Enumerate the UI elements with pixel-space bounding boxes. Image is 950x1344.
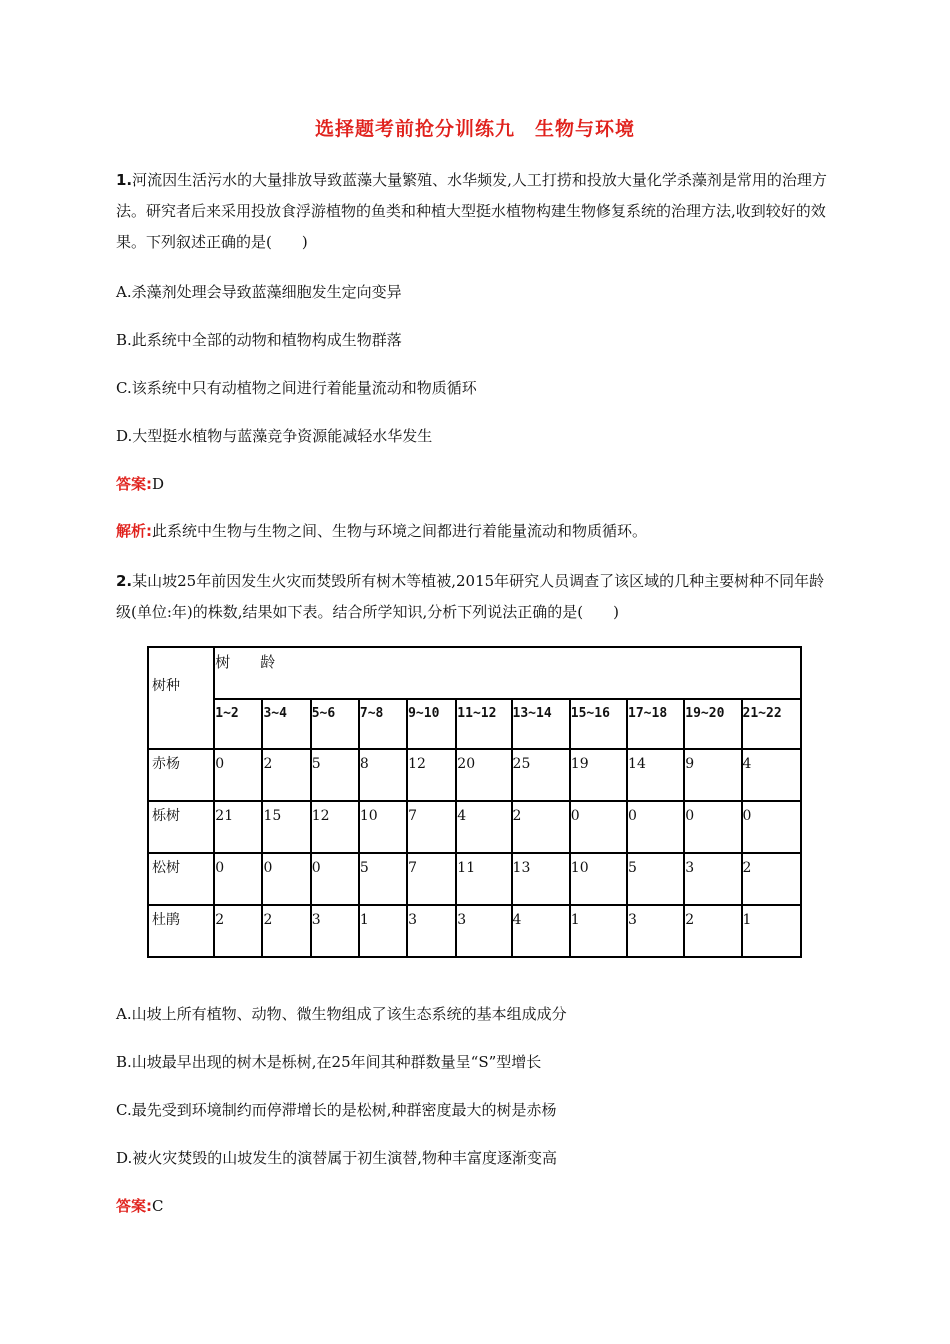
count-cell: 2: [512, 801, 570, 853]
count-cell: 5: [627, 853, 684, 905]
count-cell: 0: [214, 853, 262, 905]
age-group-cell: 7~8: [359, 699, 407, 749]
analysis-label: 解析:: [116, 522, 152, 540]
tree-age-table: [147, 646, 802, 958]
count-cell: 0: [214, 749, 262, 801]
question-2-stem: [116, 566, 836, 628]
count-cell: 0: [627, 801, 684, 853]
q2-option-b: B.山坡最早出现的树木是栎树,在25年间其种群数量呈“S”型增长: [116, 1053, 542, 1071]
age-group-cell: 1~2: [214, 699, 262, 749]
question-1-number: 1.: [116, 171, 133, 189]
count-cell: 7: [407, 853, 456, 905]
count-cell: 4: [456, 801, 511, 853]
q2-option-a: A.山坡上所有植物、动物、微生物组成了该生态系统的基本组成成分: [116, 1005, 567, 1023]
answer-value: C: [152, 1197, 164, 1215]
q1-analysis: [116, 520, 647, 541]
age-group-cell: 9~10: [407, 699, 456, 749]
count-cell: 9: [684, 749, 741, 801]
table-row: [148, 853, 801, 905]
count-cell: 7: [407, 801, 456, 853]
age-group-cell: 19~20: [684, 699, 741, 749]
question-2-number: 2.: [116, 572, 133, 590]
answer-label: 答案:: [116, 1197, 152, 1215]
count-cell: 1: [359, 905, 407, 957]
count-cell: 19: [570, 749, 627, 801]
count-cell: 11: [456, 853, 511, 905]
count-cell: 5: [311, 749, 359, 801]
count-cell: 3: [627, 905, 684, 957]
count-cell: 2: [214, 905, 262, 957]
count-cell: 2: [684, 905, 741, 957]
table-row: [148, 905, 801, 957]
count-cell: 3: [456, 905, 511, 957]
count-cell: 1: [742, 905, 801, 957]
count-cell: 3: [311, 905, 359, 957]
count-cell: 4: [742, 749, 801, 801]
question-2-text: 某山坡25年前因发生火灾而焚毁所有树木等植被,2015年研究人员调查了该区域的几种主要树种不同年龄级(单位:年)的株数,结果如下表。结合所学知识,分析下列说法正确的是( ): [116, 572, 825, 621]
count-cell: 2: [742, 853, 801, 905]
age-group-cell: 17~18: [627, 699, 684, 749]
count-cell: 0: [262, 853, 310, 905]
q2-option-d: D.被火灾焚毁的山坡发生的演替属于初生演替,物种丰富度逐渐变高: [116, 1149, 558, 1167]
age-group-cell: 11~12: [456, 699, 511, 749]
species-header: 树种: [148, 647, 214, 749]
species-name: 赤杨: [148, 749, 214, 801]
species-name: 杜鹃: [148, 905, 214, 957]
page-title: 选择题考前抢分训练九 生物与环境: [314, 118, 635, 140]
count-cell: 20: [456, 749, 511, 801]
species-name: 栎树: [148, 801, 214, 853]
count-cell: 3: [684, 853, 741, 905]
count-cell: 3: [407, 905, 456, 957]
count-cell: 8: [359, 749, 407, 801]
age-group-cell: 13~14: [512, 699, 570, 749]
count-cell: 12: [407, 749, 456, 801]
count-cell: 15: [262, 801, 310, 853]
q1-answer: [116, 473, 164, 494]
count-cell: 0: [311, 853, 359, 905]
q1-option-d: D.大型挺水植物与蓝藻竞争资源能减轻水华发生: [116, 427, 433, 445]
answer-value: D: [152, 475, 165, 493]
q1-option-c: C.该系统中只有动植物之间进行着能量流动和物质循环: [116, 379, 477, 397]
q1-option-b: B.此系统中全部的动物和植物构成生物群落: [116, 331, 402, 349]
count-cell: 4: [512, 905, 570, 957]
table-row: [148, 749, 801, 801]
q1-option-a: A.杀藻剂处理会导致蓝藻细胞发生定向变异: [116, 283, 402, 301]
count-cell: 25: [512, 749, 570, 801]
q2-option-c: C.最先受到环境制约而停滞增长的是松树,种群密度最大的树是赤杨: [116, 1101, 557, 1119]
count-cell: 2: [262, 749, 310, 801]
count-cell: 21: [214, 801, 262, 853]
age-group-cell: 15~16: [570, 699, 627, 749]
question-1-stem: [116, 165, 836, 258]
age-group-cell: 3~4: [262, 699, 310, 749]
age-group-cell: 21~22: [742, 699, 801, 749]
count-cell: 14: [627, 749, 684, 801]
age-group-cell: 5~6: [311, 699, 359, 749]
age-header: 树 龄: [214, 647, 801, 699]
q2-answer: [116, 1195, 163, 1216]
analysis-text: 此系统中生物与生物之间、生物与环境之间都进行着能量流动和物质循环。: [152, 522, 648, 540]
count-cell: 0: [570, 801, 627, 853]
count-cell: 0: [742, 801, 801, 853]
question-1-text: 河流因生活污水的大量排放导致蓝藻大量繁殖、水华频发,人工打捞和投放大量化学杀藻剂是常用的治理方法。研究者后来采用投放食浮游植物的鱼类和种植大型挺水植物构建生物修复系统的治理方法,收到较好的效果。下列叙述正确的是( ): [116, 171, 827, 251]
table-row: [148, 801, 801, 853]
count-cell: 1: [570, 905, 627, 957]
age-group-row: [148, 699, 801, 749]
count-cell: 0: [684, 801, 741, 853]
species-name: 松树: [148, 853, 214, 905]
count-cell: 13: [512, 853, 570, 905]
count-cell: 2: [262, 905, 310, 957]
count-cell: 10: [359, 801, 407, 853]
count-cell: 12: [311, 801, 359, 853]
count-cell: 5: [359, 853, 407, 905]
count-cell: 10: [570, 853, 627, 905]
answer-label: 答案:: [116, 475, 152, 493]
